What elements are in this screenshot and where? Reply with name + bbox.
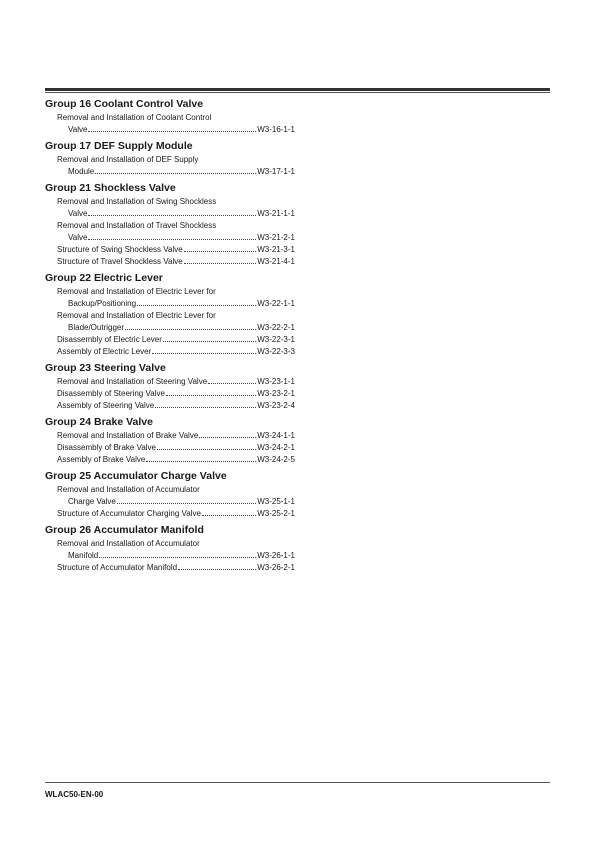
entry-line (45, 562, 295, 574)
page-reference: W3-24-2-5 (257, 455, 295, 464)
entry-text: Valve (68, 233, 88, 242)
entry-line (45, 376, 295, 388)
toc-entry[interactable] (45, 484, 295, 508)
entry-line (45, 256, 295, 268)
entry-line (45, 124, 295, 136)
dot-leader (146, 461, 256, 462)
page-reference: W3-23-2-1 (257, 389, 295, 398)
entry-lead-text: Removal and Installation of Accumulator (57, 485, 200, 494)
entry-text: Charge Valve (68, 497, 116, 506)
toc-entry[interactable] (45, 196, 295, 220)
entry-line (45, 550, 295, 562)
dot-leader (184, 263, 257, 264)
toc-entry[interactable] (45, 310, 295, 334)
toc-entry[interactable] (45, 154, 295, 178)
entry-lead-text: Removal and Installation of Coolant Control (57, 113, 212, 122)
dot-leader (178, 569, 256, 570)
entry-line (45, 244, 295, 256)
entry-lead-text: Removal and Installation of Swing Shockless (57, 197, 217, 206)
group-title: Group 22 Electric Lever (45, 272, 163, 284)
page-reference: W3-22-3-1 (257, 335, 295, 344)
dot-leader (152, 353, 256, 354)
page-reference: W3-24-2-1 (257, 443, 295, 452)
toc-group (45, 470, 295, 520)
entry-text: Valve (68, 209, 88, 218)
entry-text: Module (68, 167, 95, 176)
page-reference: W3-23-2-4 (257, 401, 295, 410)
page-reference: W3-21-1-1 (257, 209, 295, 218)
dot-leader (88, 215, 256, 216)
dot-leader (163, 341, 256, 342)
page-reference: W3-21-2-1 (257, 233, 295, 242)
page-reference: W3-25-2-1 (257, 509, 295, 518)
dot-leader (88, 131, 256, 132)
entry-text: Blade/Outrigger (68, 323, 125, 332)
toc-entry[interactable] (45, 400, 295, 412)
entry-text: Disassembly of Steering Valve (57, 389, 165, 398)
entry-text: Structure of Travel Shockless Valve (57, 257, 183, 266)
entry-text: Disassembly of Brake Valve (57, 443, 156, 452)
dot-leader (157, 449, 256, 450)
entry-line (45, 232, 295, 244)
page-reference: W3-21-3-1 (257, 245, 295, 254)
entry-text: Assembly of Steering Valve (57, 401, 155, 410)
toc-entry[interactable] (45, 334, 295, 346)
dot-leader (166, 395, 256, 396)
entry-line (45, 388, 295, 400)
dot-leader (95, 173, 256, 174)
toc-group (45, 416, 295, 466)
page-reference: W3-22-3-3 (257, 347, 295, 356)
entry-text: Structure of Accumulator Charging Valve (57, 509, 201, 518)
entry-text: Removal and Installation of Steering Valve (57, 377, 208, 386)
toc-group (45, 362, 295, 412)
dot-leader (184, 251, 257, 252)
entry-text: Assembly of Electric Lever (57, 347, 152, 356)
header-rule-thick (45, 88, 550, 91)
page-reference: W3-25-1-1 (257, 497, 295, 506)
entry-line (45, 508, 295, 520)
document-code: WLAC50-EN-00 (45, 790, 104, 799)
toc-entry[interactable] (45, 220, 295, 244)
dot-leader (208, 383, 256, 384)
entry-line (45, 400, 295, 412)
toc-group (45, 140, 295, 178)
dot-leader (117, 503, 256, 504)
toc-entry[interactable] (45, 538, 295, 562)
group-title: Group 25 Accumulator Charge Valve (45, 470, 227, 482)
dot-leader (125, 329, 256, 330)
group-title: Group 26 Accumulator Manifold (45, 524, 204, 536)
entry-lead-text: Removal and Installation of Accumulator (57, 539, 200, 548)
entry-text: Manifold (68, 551, 99, 560)
toc-entry[interactable] (45, 256, 295, 268)
entry-lead-text: Removal and Installation of Travel Shockless (57, 221, 217, 230)
toc-group (45, 182, 295, 268)
group-title: Group 17 DEF Supply Module (45, 140, 193, 152)
toc-entry[interactable] (45, 286, 295, 310)
entry-text: Backup/Positioning (68, 299, 137, 308)
toc-entry[interactable] (45, 454, 295, 466)
toc-entry[interactable] (45, 376, 295, 388)
table-of-contents (45, 98, 295, 578)
toc-entry[interactable] (45, 112, 295, 136)
page-reference: W3-16-1-1 (257, 125, 295, 134)
dot-leader (88, 239, 256, 240)
header-rule-thin (45, 92, 550, 93)
dot-leader (99, 557, 256, 558)
page-reference: W3-26-1-1 (257, 551, 295, 560)
entry-text: Assembly of Brake Valve (57, 455, 146, 464)
entry-text: Structure of Accumulator Manifold (57, 563, 178, 572)
entry-text: Structure of Swing Shockless Valve (57, 245, 183, 254)
entry-text: Valve (68, 125, 88, 134)
toc-entry[interactable] (45, 508, 295, 520)
page-reference: W3-21-4-1 (257, 257, 295, 266)
entry-line (45, 298, 295, 310)
dot-leader (155, 407, 256, 408)
dot-leader (202, 515, 256, 516)
group-title: Group 16 Coolant Control Valve (45, 98, 204, 110)
toc-entry[interactable] (45, 430, 295, 442)
entry-line (45, 454, 295, 466)
toc-entry[interactable] (45, 562, 295, 574)
toc-entry[interactable] (45, 346, 295, 358)
entry-lead-text: Removal and Installation of Electric Lever for (57, 311, 216, 320)
footer-rule (45, 782, 550, 783)
toc-entry[interactable] (45, 388, 295, 400)
toc-entry[interactable] (45, 442, 295, 454)
entry-line (45, 442, 295, 454)
page-reference: W3-22-2-1 (257, 323, 295, 332)
page-reference: W3-23-1-1 (257, 377, 295, 386)
entry-line (45, 322, 295, 334)
page-reference: W3-22-1-1 (257, 299, 295, 308)
toc-group (45, 98, 295, 136)
dot-leader (199, 437, 256, 438)
entry-lead-text: Removal and Installation of DEF Supply (57, 155, 199, 164)
page-reference: W3-17-1-1 (257, 167, 295, 176)
toc-group (45, 272, 295, 358)
entry-line (45, 166, 295, 178)
dot-leader (137, 305, 256, 306)
group-title: Group 23 Steering Valve (45, 362, 166, 374)
group-title: Group 21 Shockless Valve (45, 182, 176, 194)
entry-text: Disassembly of Electric Lever (57, 335, 162, 344)
group-title: Group 24 Brake Valve (45, 416, 153, 428)
entry-lead-text: Removal and Installation of Electric Lever for (57, 287, 216, 296)
toc-group (45, 524, 295, 574)
entry-line (45, 430, 295, 442)
entry-line (45, 208, 295, 220)
entry-line (45, 334, 295, 346)
page-reference: W3-24-1-1 (257, 431, 295, 440)
page-reference: W3-26-2-1 (257, 563, 295, 572)
entry-line (45, 496, 295, 508)
toc-entry[interactable] (45, 244, 295, 256)
entry-text: Removal and Installation of Brake Valve (57, 431, 199, 440)
entry-line (45, 346, 295, 358)
